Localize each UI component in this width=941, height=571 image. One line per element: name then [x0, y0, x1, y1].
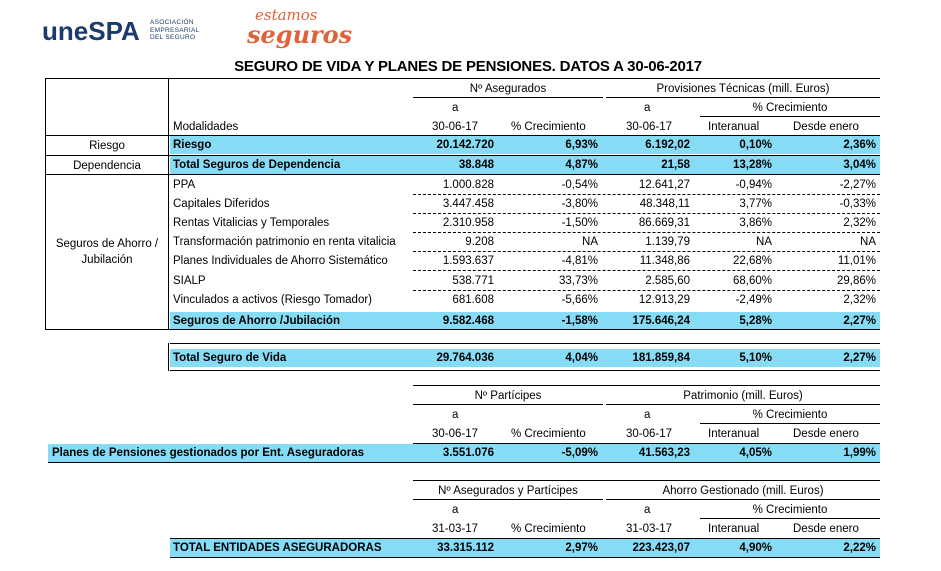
header-bottom-rule: [45, 135, 880, 136]
header-interanual: Interanual: [708, 121, 760, 133]
cell-pct: -5,66%: [561, 294, 598, 306]
cell-pct: 2,97%: [565, 542, 598, 554]
group-riesgo: Riesgo: [89, 140, 125, 152]
cell-interanual: 4,90%: [739, 542, 772, 554]
header-crecimiento: % Crecimiento: [752, 102, 828, 114]
s2-header-desde-enero: Desde enero: [793, 428, 859, 440]
s2-header-a-2: a: [644, 409, 651, 421]
cell-asegurados: 1.000.828: [442, 179, 494, 191]
cell-desde-enero: 1,99%: [843, 447, 876, 459]
group-dependencia: Dependencia: [73, 160, 141, 172]
cell-desde-enero: -2,27%: [839, 179, 876, 191]
header-date-1: 30-06-17: [432, 121, 479, 133]
s3-header-aseg-part: Nº Asegurados y Partícipes: [438, 485, 578, 497]
s3-aseg-rule: [413, 499, 603, 500]
group-divider: [168, 79, 169, 330]
s2-header-a-1: a: [452, 409, 459, 421]
s2-header-crecimiento: % Crecimiento: [752, 409, 828, 421]
riesgo-rule: [45, 155, 880, 156]
row-label: Planes Individuales de Ahorro Sistemático: [173, 255, 388, 267]
cell-provisiones: 2.585,60: [645, 275, 690, 287]
cell-interanual: -2,49%: [735, 294, 772, 306]
assoc-line-1: ASOCIACIÓN: [150, 19, 194, 26]
row-label: Total Seguro de Vida: [173, 352, 287, 364]
total-top-rule: [170, 343, 880, 344]
cell-asegurados: 9.582.468: [442, 315, 494, 327]
cell-interanual: 0,10%: [739, 139, 772, 151]
row-label: Rentas Vitalicias y Temporales: [173, 217, 330, 229]
assoc-text: [150, 19, 200, 42]
s3-header-crecimiento: % Crecimiento: [752, 504, 828, 516]
ahorro-rule: [45, 329, 880, 330]
cell-pct: -1,50%: [561, 217, 598, 229]
row-label: Capitales Diferidos: [173, 198, 270, 210]
row-label: PPA: [173, 179, 196, 191]
cell-desde-enero: 3,04%: [843, 159, 876, 171]
row-divider: [413, 270, 880, 271]
s3-header-interanual: Interanual: [708, 523, 760, 535]
cell-interanual: 3,77%: [739, 198, 772, 210]
cell-provisiones: 6.192,02: [645, 139, 690, 151]
cell-provisiones: 21,58: [661, 159, 690, 171]
cell-provisiones: 12.913,29: [638, 294, 690, 306]
row-label: Seguros de Ahorro /Jubilación: [173, 315, 340, 327]
s3-header-bottom-rule: [170, 538, 880, 539]
row-label: Transformación patrimonio en renta vitalicia: [173, 236, 396, 248]
cell-interanual: 3,86%: [739, 217, 772, 229]
s2-header-bottom-rule: [413, 443, 880, 444]
header-asegurados: Nº Asegurados: [469, 83, 547, 95]
provisiones-rule: [606, 97, 880, 98]
cell-pct: NA: [582, 236, 598, 248]
page-title: SEGURO DE VIDA Y PLANES DE PENSIONES. DATOS A 30-06-2017: [234, 58, 702, 75]
cell-desde-enero: 2,27%: [843, 315, 876, 327]
total-bottom-rule: [170, 370, 880, 371]
row-divider: [413, 290, 880, 291]
cell-pct: 6,93%: [565, 139, 598, 151]
assoc-line-3: DEL SEGURO: [150, 34, 196, 41]
s2-header-patrimonio: Patrimonio (mill. Euros): [683, 390, 803, 402]
s3-header-desde-enero: Desde enero: [793, 523, 859, 535]
cell-interanual: 5,10%: [739, 352, 772, 364]
dependencia-rule: [45, 174, 880, 175]
s3-ahorro-rule: [606, 499, 880, 500]
tagline-seguros: seguros: [247, 20, 353, 49]
cell-patrimonio: 41.563,23: [638, 447, 690, 459]
header-date-2: 30-06-17: [626, 121, 673, 133]
total-divider: [168, 343, 169, 371]
row-label: SIALP: [173, 275, 206, 287]
cell-interanual: -0,94%: [735, 179, 772, 191]
cell-asegurados-participes: 33.315.112: [437, 542, 494, 554]
s3-header-date-2: 31-03-17: [626, 523, 673, 535]
cell-desde-enero: 2,22%: [843, 542, 876, 554]
cell-pct: -3,80%: [561, 198, 598, 210]
group-ahorro-line1: Seguros de Ahorro /: [55, 238, 159, 250]
cell-asegurados: 1.593.637: [442, 255, 494, 267]
cell-ahorro-gestionado: 223.423,07: [632, 542, 690, 554]
cell-desde-enero: 2,32%: [843, 217, 876, 229]
s3-crecimiento-rule: [700, 518, 880, 519]
row-label: Total Seguros de Dependencia: [173, 159, 341, 171]
cell-asegurados: 681.608: [452, 294, 494, 306]
cell-pct: 4,04%: [565, 352, 598, 364]
left-border: [45, 79, 46, 330]
cell-desde-enero: 11,01%: [837, 255, 876, 267]
cell-asegurados: 3.447.458: [442, 198, 494, 210]
header-provisiones: Provisiones Técnicas (mill. Euros): [656, 83, 830, 95]
cell-provisiones: 12.641,27: [638, 179, 690, 191]
title-rule: [45, 78, 880, 79]
cell-interanual: 22,68%: [732, 255, 772, 267]
cell-desde-enero: 2,27%: [843, 352, 876, 364]
cell-asegurados: 538.771: [452, 275, 494, 287]
header-a-1: a: [452, 102, 459, 114]
row-divider: [413, 251, 880, 252]
s2-patrimonio-rule: [606, 404, 880, 405]
cell-desde-enero: -0,33%: [839, 198, 876, 210]
cell-provisiones: 1.139,79: [645, 236, 690, 248]
row-divider: [413, 232, 880, 233]
logo-area: [42, 8, 362, 52]
header-modalidades: Modalidades: [173, 121, 239, 133]
cell-pct: -4,81%: [561, 255, 598, 267]
cell-interanual: 4,05%: [739, 447, 772, 459]
cell-provisiones: 11.348,86: [639, 255, 690, 267]
cell-provisiones: 175.646,24: [632, 315, 690, 327]
s2-top-rule: [413, 385, 880, 386]
cell-desde-enero: 29,86%: [836, 275, 876, 287]
row-label: TOTAL ENTIDADES ASEGURADORAS: [173, 542, 382, 554]
s2-header-participes: Nº Partícipes: [474, 390, 542, 402]
cell-asegurados: 2.310.958: [442, 217, 494, 229]
group-ahorro-line2: Jubilación: [81, 254, 133, 266]
cell-asegurados: 29.764.036: [436, 352, 494, 364]
crecimiento-rule: [700, 116, 880, 117]
cell-provisiones: 181.859,84: [632, 352, 690, 364]
cell-desde-enero: NA: [860, 236, 876, 248]
cell-participes: 3.551.076: [442, 447, 494, 459]
s2-header-interanual: Interanual: [708, 428, 760, 440]
cell-pct: -0,54%: [561, 179, 598, 191]
s2-bottom-rule: [48, 462, 880, 463]
s3-header-a-2: a: [644, 504, 651, 516]
row-label: Planes de Pensiones gestionados por Ent. Aseguradoras: [52, 447, 365, 459]
asegurados-rule: [413, 97, 603, 98]
s3-header-a-1: a: [452, 504, 459, 516]
row-divider: [413, 194, 880, 195]
s3-bottom-rule: [170, 557, 880, 558]
row-label: Vinculados a activos (Riesgo Tomador): [173, 294, 373, 306]
row-label: Riesgo: [173, 139, 212, 151]
cell-interanual: 13,28%: [732, 159, 772, 171]
header-a-2: a: [644, 102, 651, 114]
cell-pct: 4,87%: [565, 159, 598, 171]
s3-header-date-1: 31-03-17: [432, 523, 479, 535]
cell-interanual: 68,60%: [732, 275, 772, 287]
header-desde-enero: Desde enero: [793, 121, 859, 133]
s2-participes-rule: [413, 404, 603, 405]
cell-pct: -5,09%: [561, 447, 598, 459]
s2-crecimiento-rule: [700, 423, 880, 424]
unespa-logo: uneSPA: [42, 16, 140, 46]
row-divider: [413, 213, 880, 214]
cell-asegurados: 38.848: [458, 159, 494, 171]
s3-top-rule: [413, 480, 880, 481]
cell-provisiones: 48.348,11: [639, 198, 690, 210]
cell-pct: 33,73%: [558, 275, 598, 287]
cell-asegurados: 20.142.720: [436, 139, 494, 151]
cell-provisiones: 86.669,31: [638, 217, 690, 229]
cell-asegurados: 9.208: [465, 236, 494, 248]
header-pct-crecimiento: % Crecimiento: [511, 121, 586, 133]
s2-header-date-2: 30-06-17: [626, 428, 673, 440]
assoc-line-2: EMPRESARIAL: [150, 26, 200, 34]
cell-pct: -1,58%: [561, 315, 598, 327]
s2-header-date-1: 30-06-17: [432, 428, 479, 440]
cell-interanual: NA: [756, 236, 772, 248]
cell-desde-enero: 2,32%: [843, 294, 876, 306]
s2-header-pct: % Crecimiento: [511, 428, 586, 440]
cell-desde-enero: 2,36%: [843, 139, 876, 151]
cell-interanual: 5,28%: [739, 315, 772, 327]
s3-header-pct: % Crecimiento: [511, 523, 586, 535]
tagline-estamos: estamos: [255, 6, 318, 24]
s3-header-ahorro: Ahorro Gestionado (mill. Euros): [662, 485, 824, 497]
